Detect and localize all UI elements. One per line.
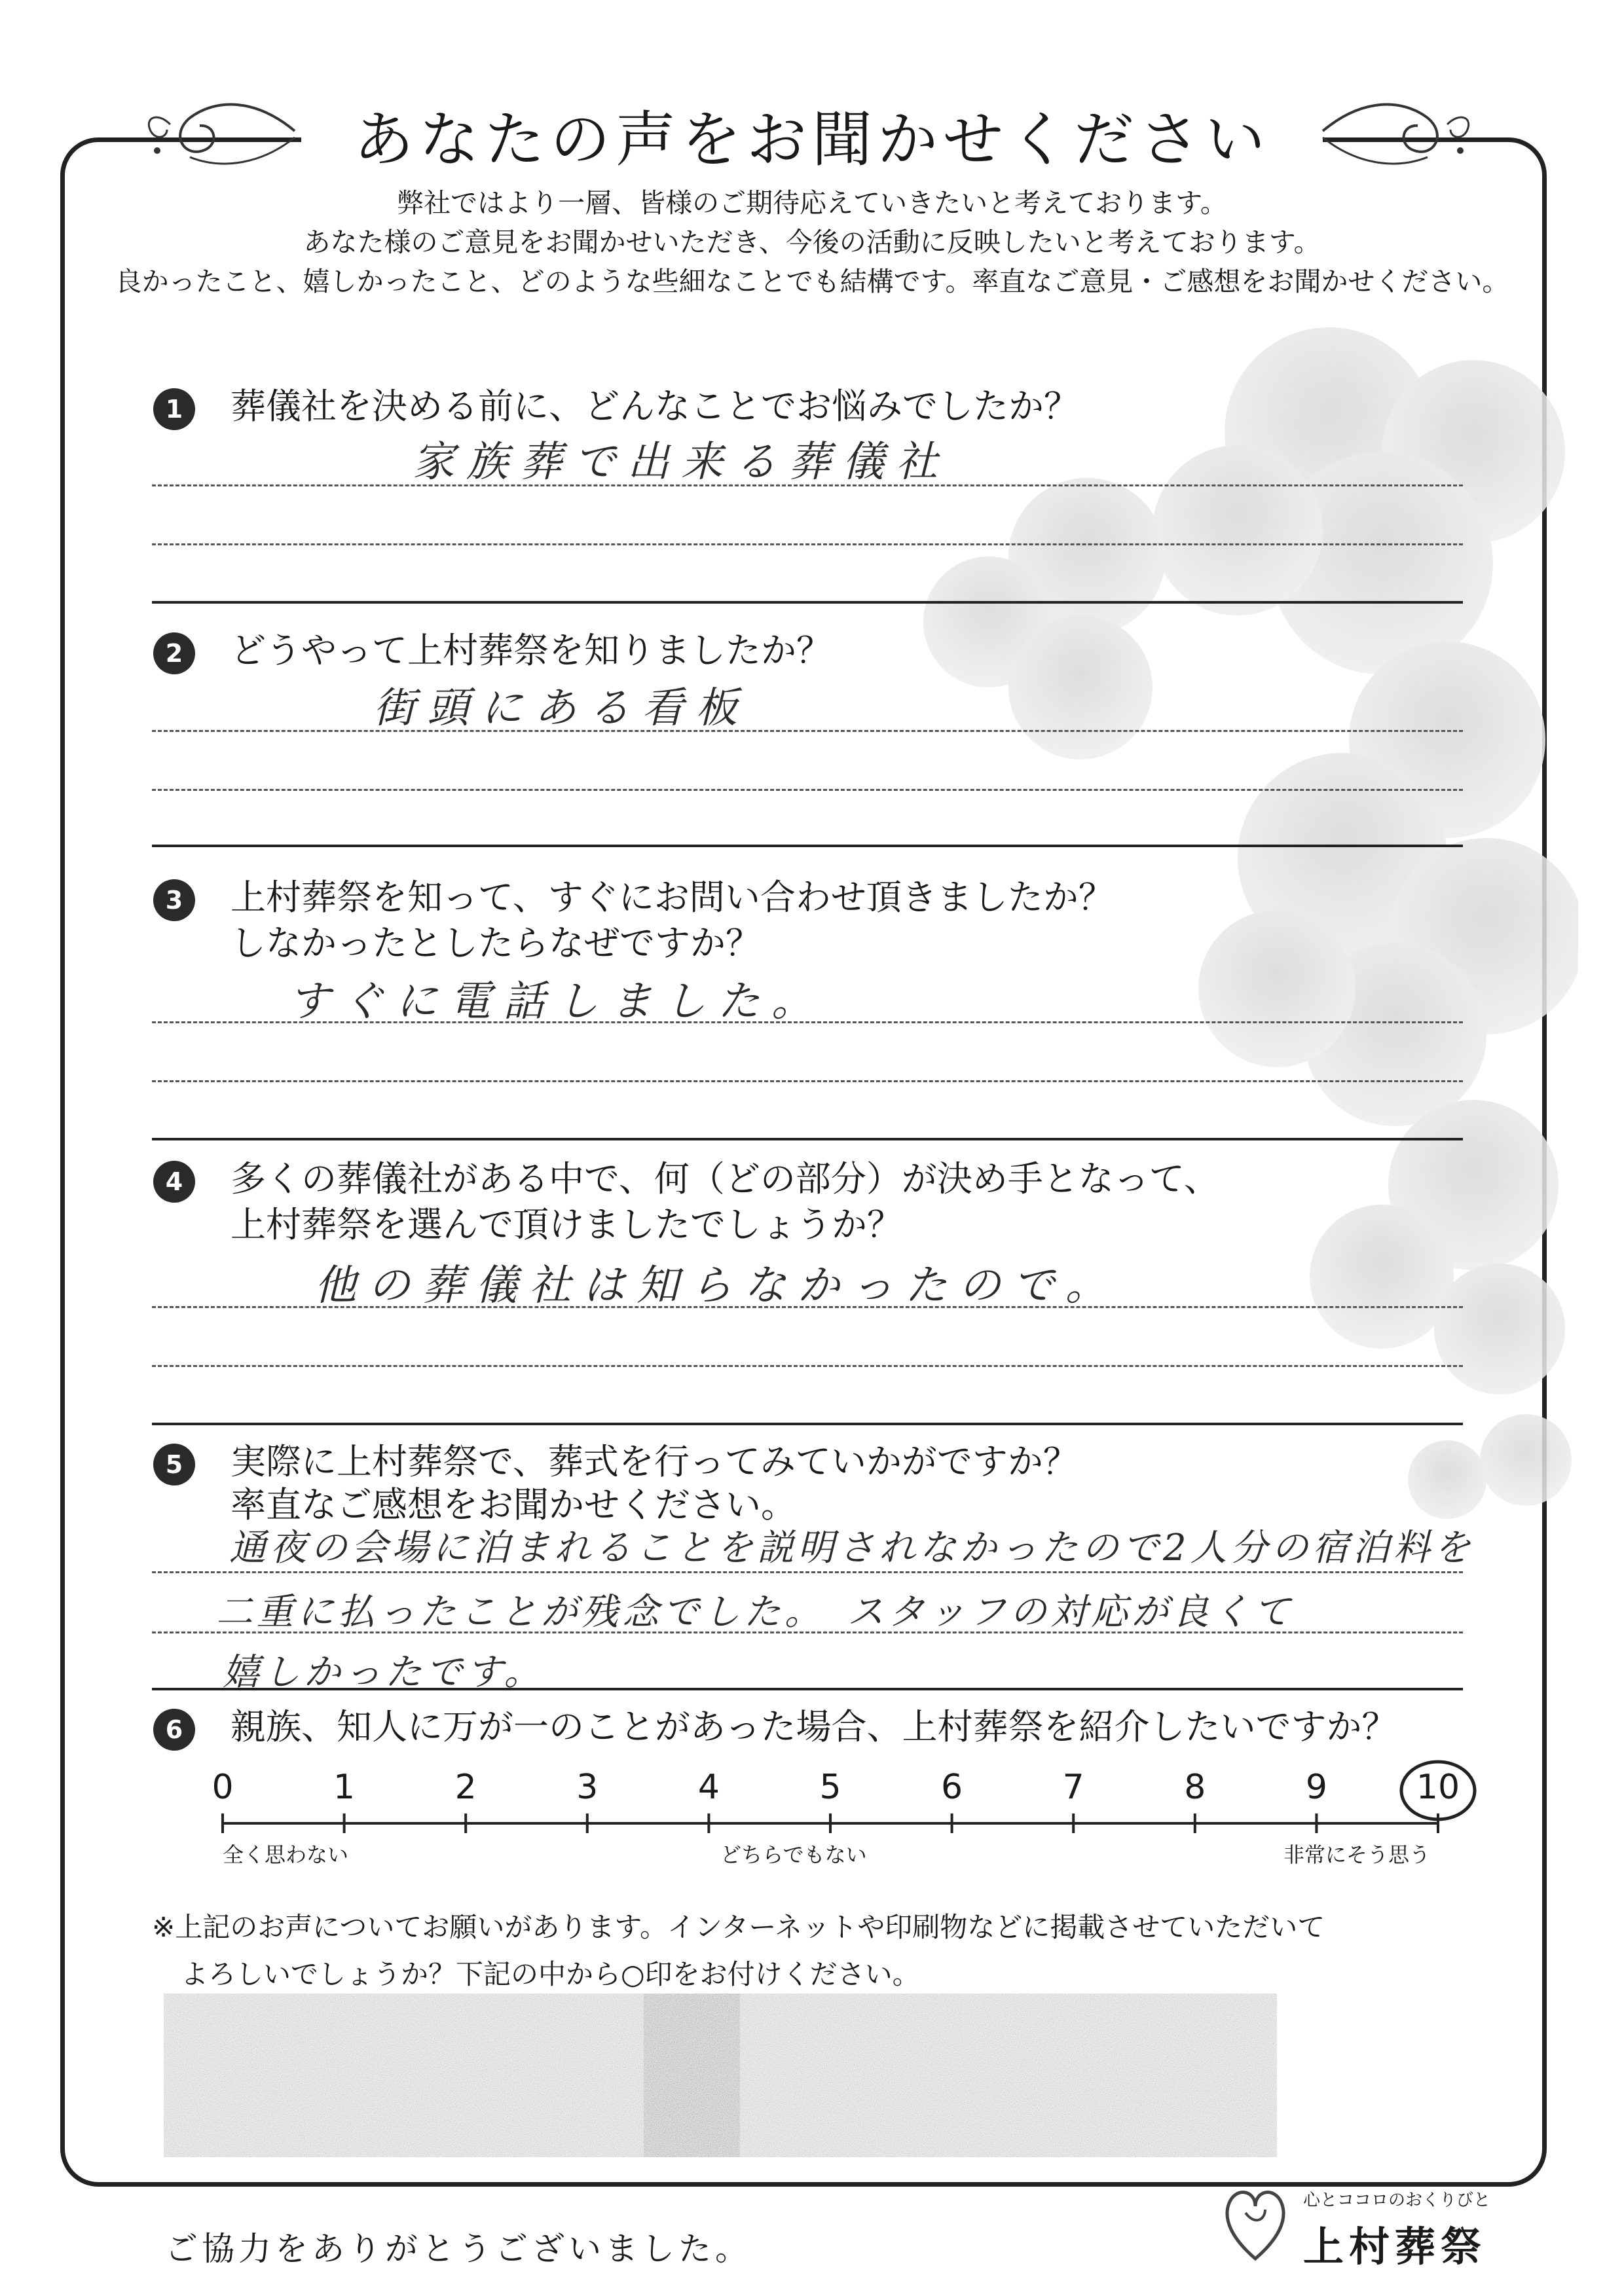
question-text: しなかったとしたらなぜですか？ xyxy=(231,922,761,964)
answer-line xyxy=(152,730,1463,732)
scale-number-10[interactable]: 10 xyxy=(1416,1768,1460,1807)
page-title: あなたの声をお聞かせください xyxy=(353,105,1270,175)
question-text: 率直なご感想をお聞かせください。 xyxy=(231,1484,796,1525)
flourish-left-icon xyxy=(131,85,301,183)
answer-line xyxy=(152,789,1463,791)
question-number-badge: 5 xyxy=(153,1444,195,1485)
note-line: ※上記のお声についてお願いがあります。インターネットや印刷物などに掲載させていただいて xyxy=(152,1911,1325,1943)
note-line: よろしいでしょうか？下記の中から○印をお付けください。 xyxy=(181,1958,920,1990)
handwritten-answer: 街頭にある看板 xyxy=(373,684,749,733)
section-divider xyxy=(152,1138,1463,1140)
redacted-area xyxy=(164,1994,1277,2157)
question-text: どうやって上村葬祭を知りましたか？ xyxy=(231,630,832,671)
section-divider xyxy=(152,1423,1463,1425)
handwritten-answer: 二重に払ったことが残念でした。 スタッフの対応が良くて xyxy=(216,1591,1294,1633)
scale-label-right: 非常にそう思う xyxy=(1283,1842,1431,1867)
scale-label-left: 全く思わない xyxy=(223,1842,349,1867)
question-number-badge: 1 xyxy=(153,388,195,430)
answer-line xyxy=(152,543,1463,545)
consent-note xyxy=(152,1904,1325,1998)
flourish-right-icon xyxy=(1316,85,1486,183)
scale-number-1[interactable]: 1 xyxy=(333,1768,356,1807)
answer-line xyxy=(152,1631,1463,1633)
question-number-badge: 3 xyxy=(153,879,195,921)
section-divider xyxy=(152,601,1463,604)
handwritten-answer: 家族葬で出来る葬儀社 xyxy=(413,438,950,486)
answer-line xyxy=(152,1365,1463,1367)
scale-number-7[interactable]: 7 xyxy=(1062,1768,1084,1807)
question-number-badge: 2 xyxy=(153,632,195,674)
scale-number-3[interactable]: 3 xyxy=(576,1768,599,1807)
question-text: 親族、知人に万が一のことがあった場合、上村葬祭を紹介したいですか？ xyxy=(231,1706,1397,1747)
answer-line xyxy=(152,1306,1463,1308)
scale-number-5[interactable]: 5 xyxy=(819,1768,841,1807)
question-text: 上村葬祭を選んで頂けましたでしょうか？ xyxy=(231,1204,902,1245)
scale-number-9[interactable]: 9 xyxy=(1305,1768,1327,1807)
intro-line: 弊社ではより一層、皆様のご期待応えていきたいと考えております。 xyxy=(397,187,1227,219)
logo-tagline: 心とココロのおくりびと xyxy=(1303,2191,1491,2210)
logo-name: 上村葬祭 xyxy=(1303,2223,1487,2270)
thanks-text: ご協力をありがとうございました。 xyxy=(165,2230,752,2268)
scale-number-4[interactable]: 4 xyxy=(697,1768,720,1807)
answer-line xyxy=(152,1080,1463,1082)
scale-number-0[interactable]: 0 xyxy=(212,1768,234,1807)
section-divider xyxy=(152,1688,1463,1690)
question-text: 多くの葬儀社がある中で、何（どの部分）が決め手となって、 xyxy=(231,1158,1219,1199)
question-text: 葬儀社を決める前に、どんなことでお悩みでしたか？ xyxy=(231,386,1079,427)
scale-label-mid: どちらでもない xyxy=(720,1842,867,1867)
scale-number-8[interactable]: 8 xyxy=(1184,1768,1206,1807)
question-text: 実際に上村葬祭で、葬式を行ってみていかがですか？ xyxy=(231,1441,1079,1482)
handwritten-answer: すぐに電話しました。 xyxy=(288,977,825,1026)
section-divider xyxy=(152,845,1463,847)
answer-line xyxy=(152,1021,1463,1023)
handwritten-answer: 他の葬儀社は知らなかったので。 xyxy=(314,1262,1119,1310)
handwritten-answer: 嬉しかったです。 xyxy=(223,1651,545,1694)
heart-logo-icon xyxy=(1219,2180,1291,2265)
intro-line: あなた様のご意見をお聞かせいただき、今後の活動に反映したいと考えております。 xyxy=(303,227,1321,258)
intro-line: 良かったこと、嬉しかったこと、どのような些細なことでも結構です。率直なご意見・ご感想をお聞かせください。 xyxy=(115,266,1509,297)
question-number-badge: 4 xyxy=(153,1161,195,1203)
question-number-badge: 6 xyxy=(153,1709,195,1751)
question-text: 上村葬祭を知って、すぐにお問い合わせ頂きましたか？ xyxy=(231,877,1114,918)
scale-number-6[interactable]: 6 xyxy=(941,1768,963,1807)
answer-line xyxy=(152,1571,1463,1573)
handwritten-answer: 通夜の会場に泊まれることを説明されなかったので2人分の宿泊料を xyxy=(229,1527,1475,1569)
scale-number-2[interactable]: 2 xyxy=(454,1768,477,1807)
answer-line xyxy=(152,484,1463,486)
